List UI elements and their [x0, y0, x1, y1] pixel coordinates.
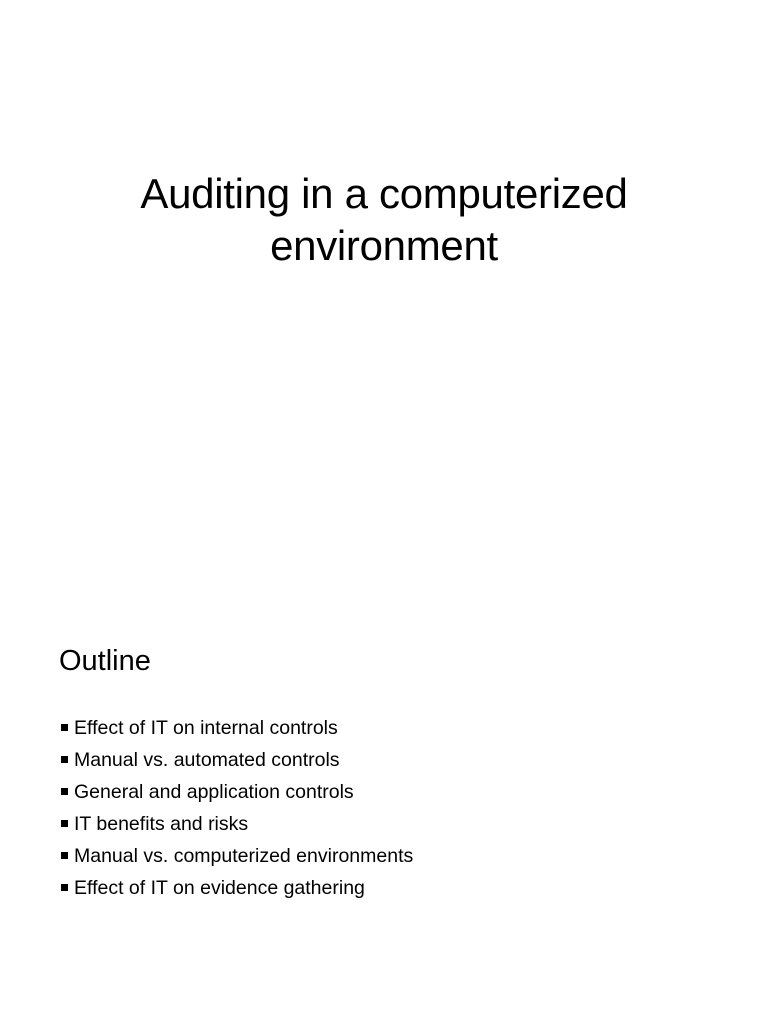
slide-title-line-2: environment: [270, 222, 498, 269]
slide-title-line-1: Auditing in a computerized: [140, 170, 628, 217]
list-item: [59, 712, 413, 744]
list-item-text: Manual vs. computerized environments: [74, 844, 414, 867]
list-item: [59, 840, 413, 872]
outline-list: [59, 712, 413, 904]
square-bullet-icon: [61, 820, 68, 827]
square-bullet-icon: [61, 724, 68, 731]
square-bullet-icon: [61, 756, 68, 763]
list-item-text: Effect of IT on internal controls: [74, 716, 338, 739]
outline-heading: Outline: [59, 645, 151, 677]
list-item: [59, 744, 413, 776]
list-item: [59, 872, 413, 904]
square-bullet-icon: [61, 884, 68, 891]
list-item-text: Effect of IT on evidence gathering: [74, 876, 365, 899]
list-item: [59, 776, 413, 808]
list-item-text: General and application controls: [74, 780, 354, 803]
list-item-text: IT benefits and risks: [74, 812, 249, 835]
square-bullet-icon: [61, 788, 68, 795]
list-item-text: Manual vs. automated controls: [74, 748, 340, 771]
square-bullet-icon: [61, 852, 68, 859]
list-item: [59, 808, 413, 840]
slide-title: [84, 168, 684, 272]
